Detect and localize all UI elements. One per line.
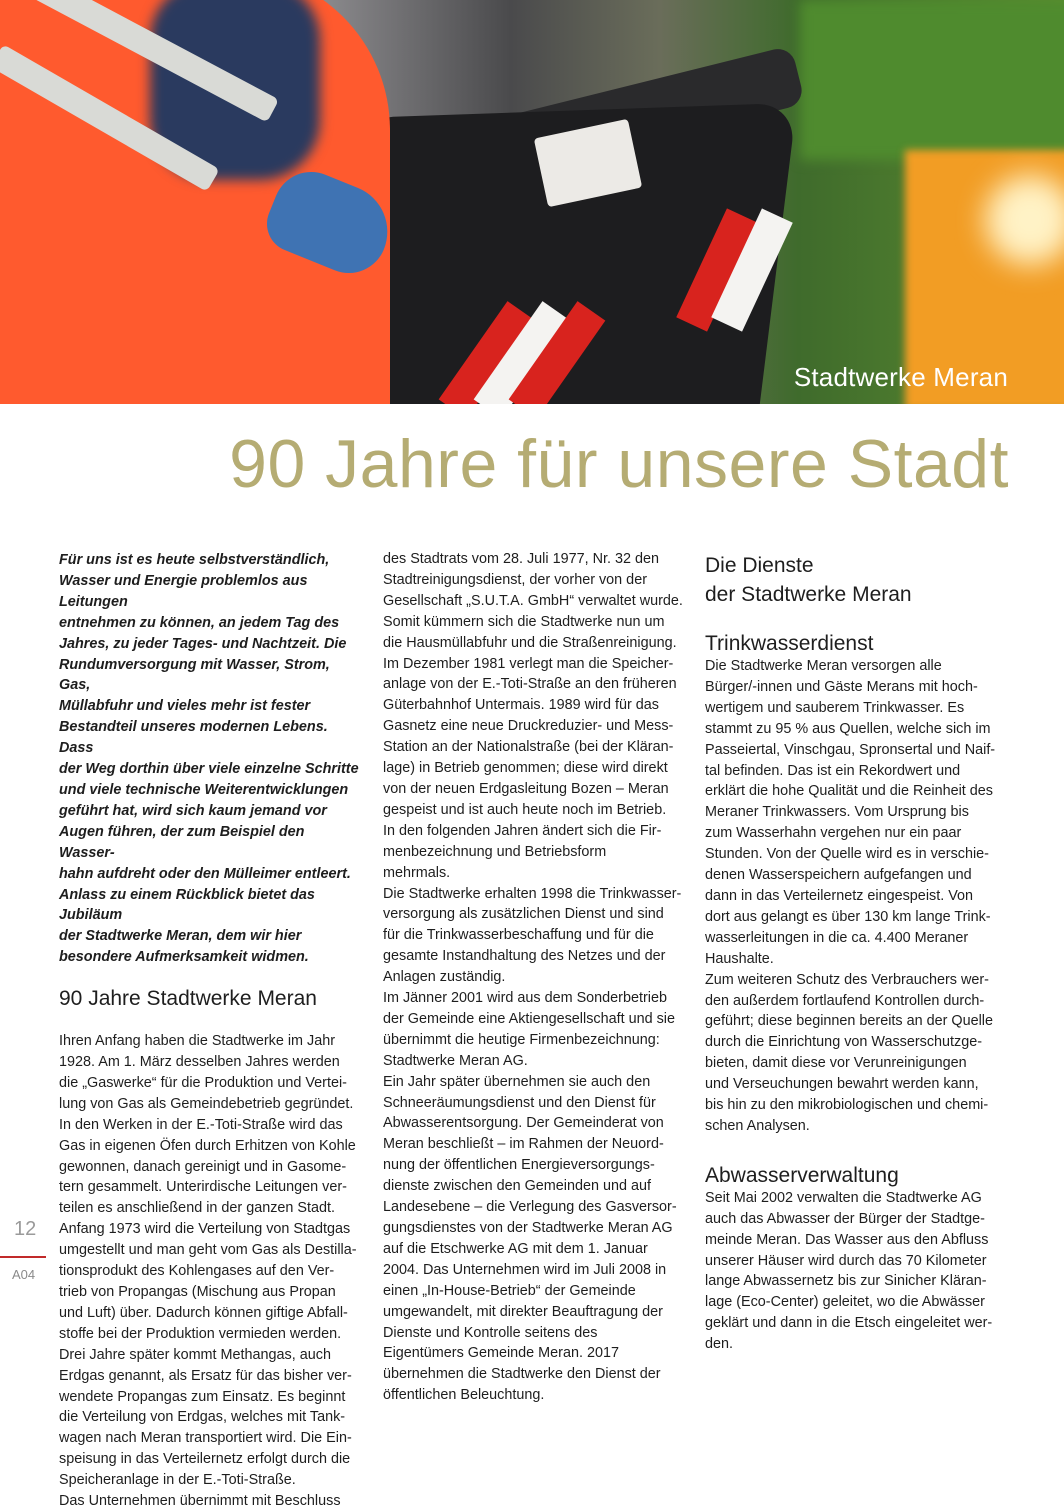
body-text: Die Stadtwerke Meran versorgen alle Bürger/-innen und Gäste Merans mit hoch- wertigem und sauberem Trinkwasser. Es stammt zu 95 % aus Quellen, welche sich im Passeiertal, Vinschgau, Spronsertal und Naif- tal befinden. Das ist ein Rekordwert und erklärt die hohe Qualität und die Reinheit des Meraner Trinkwassers. Vom Ursprung bis zum Wasserhahn vergehen nur ein paar Stunden. Von der Quelle wird es in verschie- denen Wasserspeichern aufgefangen und dann in das Verteilernetz eingespeist. Von dort aus gelangt es über 130 km lange Trink- wasserleitungen in die ca. 4.400 Meraner Haushalte. Zum weiteren Schutz des Verbrauchers wer- den außerdem fortlaufend Kontrollen durch- geführt; diese beginnen bereits an der Quelle durch die Einrichtung von Wasserschutzge- bieten, damit diese vor Verunreinigungen und Verseuchungen bewahrt werden kann, bis hin zu den mikrobiologischen und chemi- schen Analysen. (705, 658, 996, 1134)
body-text: Ihren Anfang haben die Stadtwerke im Jahr 1928. Am 1. März desselben Jahres werden die „Gaswerke“ für die Produktion und Vertei- lung von Gas als Gemeindebetrieb gegründet. In den Werken in der E.-Toti-Straße wird das Gas in eigenen Öfen durch Erhitzen von Kohle gewonnen, danach gereinigt und in Gasome- tern gesammelt. Unterirdische Leitungen ver- teilen es anschließend in der ganzen Stadt. Anfang 1973 wird die Verteilung von Stadtgas umgestellt und man geht vom Gas als Destilla- tionsprodukt des Kohlengases auf den Ver- trieb von Propangas (Mischung aus Propan und Luft) über. Dadurch können giftige Abfall- stoffe bei der Produktion vermieden werden. Drei Jahre später kommt Methangas, auch Erdgas genannt, als Ersatz für das bisher ver- wendete Propangas zum Einsatz. Es beginnt die Verteilung von Erdgas, welches mit Tank- wagen nach Meran transportiert wird. Die Ein- speisung in das Verteilernetz erfolgt durch die Speicheranlage in der E.-Toti-Straße. Das Unternehmen übernimmt mit Beschluss (59, 1033, 357, 1510)
column-3 (705, 551, 1013, 1355)
subheading-drinking-water: Trinkwasserdienst (705, 632, 874, 655)
page-code: A04 (12, 1267, 36, 1282)
truck-green-area (800, 0, 1064, 160)
page-number: 12 (14, 1218, 37, 1240)
column-2 (383, 549, 688, 1406)
body-text: Seit Mai 2002 verwalten die Stadtwerke AG auch das Abwasser der Bürger der Stadtge- meinde Meran. Das Wasser aus den Abfluss unserer Häuser wird durch das 70 Kilometer lange Abwassernetz bis zur Sinicher Kläran- lage (Eco-Center) geleitet, wo die Abwässer geklärt und dann in die Etsch eingeleitet wer- den. (705, 1189, 993, 1353)
section-heading: 90 Jahre Stadtwerke Meran (59, 987, 317, 1011)
column-1 (59, 550, 359, 1512)
page-headline: 90 Jahre für unsere Stadt (229, 426, 1009, 502)
body-text: des Stadtrats vom 28. Juli 1977, Nr. 32 den Stadtreinigungsdienst, der vorher von der Gesellschaft „S.U.T.A. GmbH“ verwaltet wurde. Somit kümmern sich die Stadtwerke nun um die Hausmüllabfuhr und die Straßenreinigung. Im Dezember 1981 verlegt man die Speicher- anlage von der E.-Toti-Straße an den früheren Güterbahnhof Untermais. 1989 wird für das Gasnetz eine neue Druckreduzier- und Mess- Station an der Nationalstraße (bei der Kläran- lage) in Betrieb genommen; diese wird direkt von der neuen Erdgasleitung Bozen – Meran gespeist und ist auch heute noch im Betrieb. In den folgenden Jahren ändert sich die Fir- menbezeichnung und Betriebsform mehrmals. Die Stadtwerke erhalten 1998 die Trinkwasser- versorgung als zusätzlichen Dienst und sind für die Trinkwasserbeschaffung und für die gesamte Instandhaltung des Netzes und der Anlagen zuständig. Im Jänner 2001 wird aus dem Sonderbetrieb der Gemeinde eine Aktiengesellschaft und sie übernimmt die heutige Firmenbezeichnung: Stadtwerke Meran AG. Ein Jahr später übernehmen sie auch den Schneeräumungsdienst und den Dienst für Abwasserentsorgung. Der Gemeinderat von Meran beschließt – im Rahmen der Neuord- nung der öffentlichen Energieversorgungs- dienste zwischen den Gemeinden und auf Landesebene – die Verlegung des Gasversor- gungsdienstes von der Stadtwerke Meran AG auf die Etschwerke AG mit dem 1. Januar 2004. Das Unternehmen wird im Juli 2008 in einen „In-House-Betrieb“ der Gemeinde umgewandelt, mit direkter Beauftragung der Dienste und Kontrolle seitens des Eigentümers Gemeinde Meran. 2017 übernehmen die Stadtwerke den Dienst der öffentlichen Beleuchtung. (383, 551, 683, 1404)
hero-photo (0, 0, 1064, 404)
intro-paragraph: Für uns ist es heute selbstverständlich, Wasser und Energie problemlos aus Leitungen entnehmen zu können, an jedem Tag des Jahres, zu jeder Tages- und Nachtzeit. Die Rundumversorgung mit Wasser, Strom, Gas, Müllabfuhr und vieles mehr ist fester Bestandteil unseres modernen Lebens. Dass der Weg dorthin über viele einzelne Schritte und viele technische Weiterentwicklungen geführt hat, wird sich kaum jemand vor Augen führen, der zum Beispiel den Wasser- hahn aufdreht oder den Mülleimer entleert. Anlass zu einem Rückblick bietet das Jubiläum der Stadtwerke Meran, dem wir hier besondere Aufmerksamkeit widmen. (59, 552, 359, 966)
subheading-wastewater: Abwasserverwaltung (705, 1163, 899, 1187)
services-heading: Die Dienste der Stadtwerke Meran (705, 554, 912, 606)
page-marker-line (0, 1256, 46, 1258)
hero-label: Stadtwerke Meran (793, 362, 1008, 392)
